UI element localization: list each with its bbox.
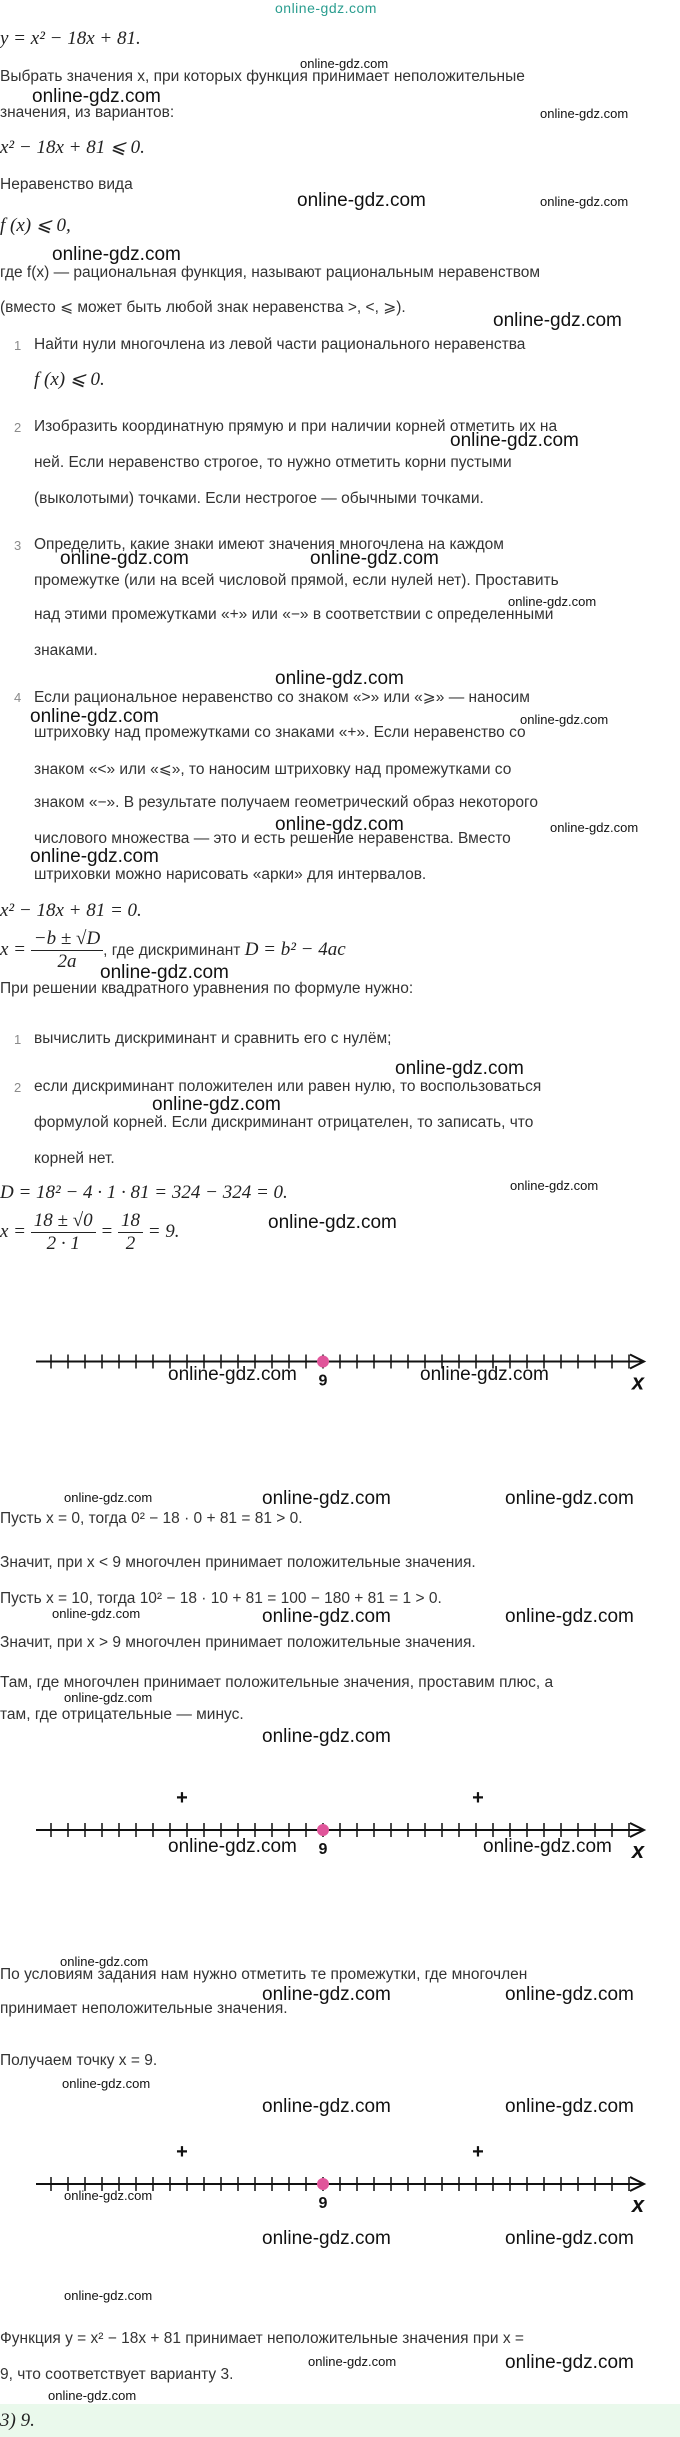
check-1: Пусть x = 0, тогда 0² − 18 · 0 + 81 = 81 > 0.	[0, 1510, 303, 1527]
answer-box	[0, 2404, 680, 2437]
step-text: Изобразить координатную прямую и при наличии корней отметить их на	[34, 418, 558, 435]
step-text: знаком «<» или «⩽», то наносим штриховку над промежутками со	[34, 761, 512, 778]
step-number: 1	[14, 1032, 22, 1047]
root-fraction-2	[118, 1210, 143, 1255]
selection-text-2: принимает неположительные значения.	[0, 2000, 288, 2017]
step-text: числового множества — это и есть решение неравенства. Вместо	[34, 830, 511, 847]
watermark: online-gdz.com	[268, 1212, 397, 1233]
step-text: корней нет.	[34, 1150, 115, 1167]
root-label: 9	[318, 1372, 328, 1390]
watermark: online-gdz.com	[395, 1058, 524, 1079]
watermark: online-gdz.com	[505, 1984, 634, 2005]
watermark: online-gdz.com	[30, 846, 159, 867]
plus-sign: +	[472, 2141, 484, 2163]
watermark: online-gdz.com	[262, 1726, 391, 1747]
watermark: online-gdz.com	[168, 1836, 297, 1857]
step-text: промежутке (или на всей числовой прямой, если нулей нет). Проставить	[34, 572, 559, 589]
task-text-2: значения, из вариантов:	[0, 104, 175, 121]
plus-sign: +	[176, 1787, 188, 1809]
root-tail: = 9.	[147, 1220, 180, 1242]
definition-text: где f(x) — рациональная функция, называют рациональным неравенством	[0, 264, 541, 281]
task-text: Выбрать значения x, при которых функция принимает неположительные	[0, 68, 525, 85]
root-point	[317, 1356, 329, 1368]
root-point	[317, 1824, 329, 1836]
root-num-2: 18	[118, 1210, 143, 1233]
watermark: online-gdz.com	[48, 2388, 137, 2403]
watermark: online-gdz.com	[64, 2188, 153, 2203]
step-text: штриховку над промежутками со знаками «+». Если неравенство со	[34, 724, 526, 741]
root-calc	[0, 1210, 180, 1255]
discriminant-formula: D = b² − 4ac	[244, 938, 346, 960]
watermark: online-gdz.com	[540, 194, 629, 209]
root-den-2: 2	[125, 1233, 136, 1254]
watermark: online-gdz.com	[168, 1364, 297, 1385]
selection-text: По условиям задания нам нужно отметить те промежутки, где многочлен	[0, 1966, 528, 1983]
watermark: online-gdz.com	[493, 310, 622, 331]
root-fraction-1	[31, 1210, 96, 1255]
watermark: online-gdz.com	[64, 1690, 153, 1705]
step-text: над этими промежутками «+» или «−» в соответствии с определенными	[34, 606, 554, 623]
watermark: online-gdz.com	[483, 1836, 612, 1857]
step-text: знаком «−». В результате получаем геометрический образ некоторого	[34, 794, 538, 811]
number-line-1	[0, 1330, 680, 1400]
root-eq: =	[100, 1220, 114, 1242]
watermark: online-gdz.com	[262, 1488, 391, 1509]
watermark: online-gdz.com	[262, 1606, 391, 1627]
axis-label: x	[631, 1369, 645, 1395]
conclusion-text-2: 9, что соответствует варианту 3.	[0, 2366, 234, 2383]
watermark: online-gdz.com	[505, 2228, 634, 2249]
watermark: online-gdz.com	[152, 1094, 281, 1115]
signs-text-2: там, где отрицательные — минус.	[0, 1706, 244, 1723]
watermark: online-gdz.com	[30, 706, 159, 727]
check-2-conclusion: Значит, при x > 9 многочлен принимает положительные значения.	[0, 1634, 476, 1651]
quadratic-intro: При решении квадратного уравнения по формуле нужно:	[0, 980, 414, 997]
watermark: online-gdz.com	[64, 2288, 153, 2303]
formula-denominator: 2a	[57, 951, 77, 972]
watermark: online-gdz.com	[505, 1488, 634, 1509]
number-line-3	[0, 2130, 680, 2220]
watermark: online-gdz.com	[52, 1606, 141, 1621]
step-text: формулой корней. Если дискриминант отрицателен, то записать, что	[34, 1114, 534, 1131]
watermark: online-gdz.com	[262, 2096, 391, 2117]
watermark: online-gdz.com	[505, 2352, 634, 2373]
watermark: online-gdz.com	[550, 820, 639, 835]
root-den-1: 2 · 1	[46, 1233, 80, 1254]
axis-label: x	[631, 2192, 645, 2217]
watermark: online-gdz.com	[60, 548, 189, 569]
conclusion-text: Функция y = x² − 18x + 81 принимает неположительные значения при x =	[0, 2330, 524, 2347]
definition-text-2: (вместо ⩽ может быть любой знак неравенства >, <, ⩾).	[0, 299, 406, 316]
selection-point: Получаем точку x = 9.	[0, 2052, 158, 2069]
step-text: Определить, какие знаки имеют значения многочлена на каждом	[34, 536, 504, 553]
root-lhs: x =	[0, 1220, 27, 1242]
watermark: online-gdz.com	[520, 712, 609, 727]
formula-tail: , где дискриминант	[103, 941, 245, 959]
formula-fraction	[31, 928, 103, 973]
step-text: Если рациональное неравенство со знаком «>» или «⩾» — наносим	[34, 689, 530, 706]
answer-text: 3) 9.	[0, 2410, 35, 2431]
plus-sign: +	[176, 2141, 188, 2163]
watermark: online-gdz.com	[505, 2096, 634, 2117]
watermark: online-gdz.com	[52, 244, 181, 265]
root-num-1: 18 ± √0	[31, 1210, 96, 1233]
watermark: online-gdz.com	[262, 2228, 391, 2249]
step-number: 3	[14, 538, 22, 553]
step-text: если дискриминант положителен или равен нулю, то воспользоваться	[34, 1078, 542, 1095]
plus-sign: +	[472, 1787, 484, 1809]
watermark: online-gdz.com	[64, 1490, 153, 1505]
watermark: online-gdz.com	[297, 190, 426, 211]
watermark: online-gdz.com	[300, 56, 389, 71]
axis-label: x	[631, 1838, 645, 1863]
watermark: online-gdz.com	[32, 86, 161, 107]
root-point	[317, 2178, 329, 2190]
site-logo[interactable]: online-gdz.com	[275, 0, 377, 16]
step-text: Найти нули многочлена из левой части рационального неравенства	[34, 336, 526, 353]
signs-text: Там, где многочлен принимает положительные значения, проставим плюс, а	[0, 1674, 554, 1691]
watermark: online-gdz.com	[60, 1954, 149, 1969]
step-text: ней. Если неравенство строгое, то нужно отметить корни пустыми	[34, 454, 512, 471]
step-number: 1	[14, 338, 22, 353]
formula-lhs: x =	[0, 938, 27, 960]
equation: x² − 18x + 81 = 0.	[0, 900, 142, 921]
watermark: online-gdz.com	[100, 962, 229, 983]
watermark: online-gdz.com	[310, 548, 439, 569]
check-2: Пусть x = 10, тогда 10² − 18 · 10 + 81 = 100 − 180 + 81 = 1 > 0.	[0, 1590, 442, 1607]
step-formula: f (x) ⩽ 0.	[34, 369, 105, 390]
step-number: 2	[14, 420, 22, 435]
discriminant-calc: D = 18² − 4 · 1 · 81 = 324 − 324 = 0.	[0, 1182, 288, 1203]
step-number: 4	[14, 690, 22, 705]
watermark: online-gdz.com	[505, 1606, 634, 1627]
form-label: Неравенство вида	[0, 176, 133, 193]
formula-numerator: −b ± √D	[31, 928, 103, 951]
watermark: online-gdz.com	[420, 1364, 549, 1385]
watermark: online-gdz.com	[540, 106, 629, 121]
watermark: online-gdz.com	[450, 430, 579, 451]
root-label: 9	[318, 2195, 328, 2212]
step-text: вычислить дискриминант и сравнить его с нулём;	[34, 1030, 392, 1047]
step-text: штриховки можно нарисовать «арки» для интервалов.	[34, 866, 427, 883]
root-label: 9	[318, 1841, 328, 1858]
watermark: online-gdz.com	[262, 1984, 391, 2005]
step-number: 2	[14, 1080, 22, 1095]
watermark: online-gdz.com	[275, 814, 404, 835]
step-text: (выколотыми) точками. Если нестрогое — обычными точками.	[34, 490, 484, 507]
general-form: f (x) ⩽ 0,	[0, 215, 71, 236]
watermark: online-gdz.com	[62, 2076, 151, 2091]
function-line: y = x² − 18x + 81.	[0, 28, 141, 49]
watermark: online-gdz.com	[510, 1178, 599, 1193]
check-1-conclusion: Значит, при x < 9 многочлен принимает положительные значения.	[0, 1554, 476, 1571]
watermark: online-gdz.com	[275, 668, 404, 689]
watermark: online-gdz.com	[508, 594, 597, 609]
inequality: x² − 18x + 81 ⩽ 0.	[0, 137, 145, 158]
watermark: online-gdz.com	[308, 2354, 397, 2369]
step-text: знаками.	[34, 642, 98, 659]
